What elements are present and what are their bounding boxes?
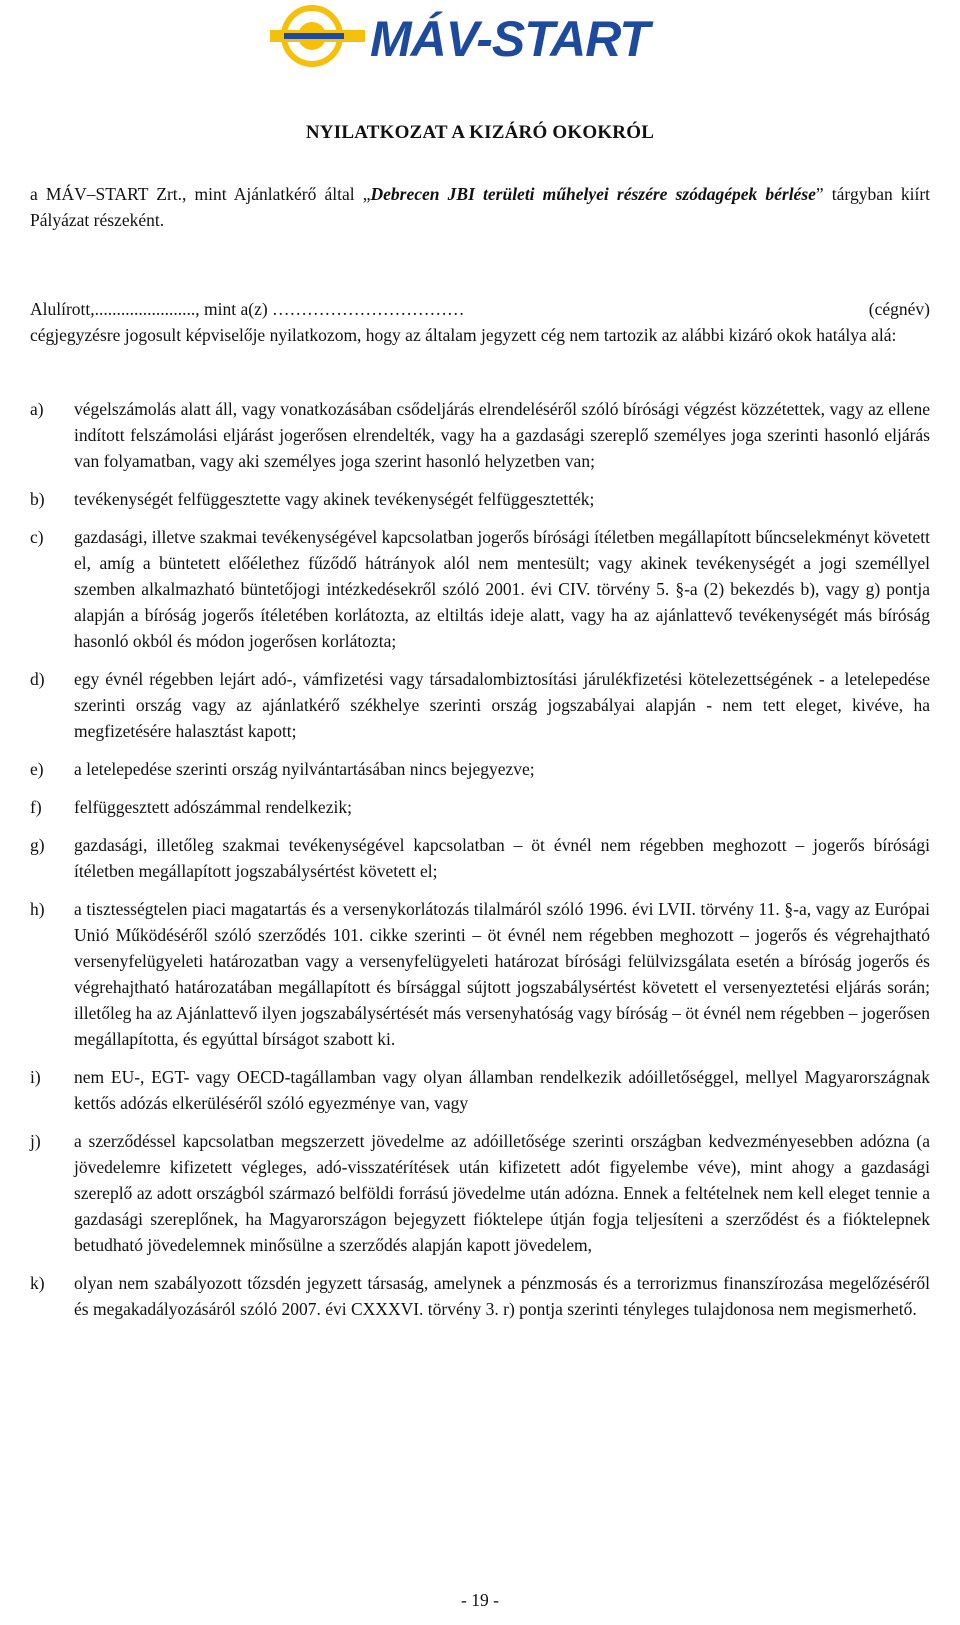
list-item-text: a szerződéssel kapcsolatban megszerzett jövedelme az adóilletősége szerinti országban kedvezményesebben adózna (a jövedelemre kifizetett végleges, adó-visszatérítések után kifizetett adót figyelembe véve), mint ahogy a gazdasági szereplő az adott országból származó belföldi forrású jövedelme után adózna. Ennek a feltételnek nem kell eleget tennie a gazdasági szereplőnek, ha Magyarországon bejegyzett fióktelepe útján fogja teljesíteni a szerződést és a fióktelepnek betudható jövedelemnek minősülne a szerződés alapján kapott jövedelem, bbox=[74, 1131, 930, 1255]
logo-wheel-emblem bbox=[270, 8, 365, 64]
list-item-e bbox=[30, 756, 930, 782]
intro-subject: Debrecen JBI területi műhelyei részére szódagépek bérlése bbox=[370, 184, 816, 204]
list-item-b bbox=[30, 486, 930, 512]
list-marker: h) bbox=[30, 899, 45, 919]
list-marker: k) bbox=[30, 1273, 45, 1293]
list-marker: i) bbox=[30, 1067, 41, 1087]
declaration-signatory-line: Alulírott,......................., mint a(z) …………………………… bbox=[30, 299, 465, 319]
list-marker: d) bbox=[30, 669, 45, 689]
list-item-g bbox=[30, 832, 930, 884]
list-item-text: olyan nem szabályozott tőzsdén jegyzett társaság, amelynek a pénzmosás és a terrorizmus finanszírozása megelőzéséről és megakadályozásáról szóló 2007. évi CXXXVI. törvény 3. r) pontja szerinti tényleges tulajdonosa nem megismerhető. bbox=[74, 1273, 930, 1319]
exclusion-list bbox=[30, 396, 930, 1334]
declaration-paragraph bbox=[30, 296, 930, 348]
mav-start-logo bbox=[270, 4, 660, 68]
list-item-text: egy évnél régebben lejárt adó-, vámfizetési vagy társadalombiztosítási járulékfizetési kötelezettségének - a letelepedése szerinti ország vagy az ajánlatkérő székhelye szerinti ország jogszabályai alapján - nem tett eleget, kivéve, ha megfizetésére halasztást kapott; bbox=[74, 669, 930, 741]
intro-paragraph bbox=[30, 181, 930, 233]
list-item-i bbox=[30, 1064, 930, 1116]
list-item-a bbox=[30, 396, 930, 474]
list-marker: c) bbox=[30, 527, 44, 547]
list-item-j bbox=[30, 1128, 930, 1258]
list-item-text: a tisztességtelen piaci magatartás és a versenykorlátozás tilalmáról szóló 1996. évi LVII. törvény 11. §-a, vagy az Európai Unió Működéséről szóló szerződés 101. cikke szerinti – öt évnél nem régebben meghozott – jogerős és végrehajtható versenyfelügyeleti határozatban vagy a versenyfelügyeleti határozat bírósági felülvizsgálata esetén a bíróság jogerős és végrehajtható határozatában megállapított és bírsággal sújtott jogszabálysértést követett el versenyeztetési eljárás során; illetőleg ha az Ajánlattevő ilyen jogszabálysértését más versenyhatóság vagy bíróság – öt évnél nem régebben – jogerősen megállapította, és egyúttal bírságot szabott ki. bbox=[74, 899, 930, 1049]
list-marker: b) bbox=[30, 489, 45, 509]
list-item-text: gazdasági, illetőleg szakmai tevékenységével kapcsolatban – öt évnél nem régebben meghozott – jogerős bírósági ítéletben megállapított jogszabálysértést követett el; bbox=[74, 835, 930, 881]
list-marker: e) bbox=[30, 759, 44, 779]
list-item-d bbox=[30, 666, 930, 744]
list-marker: j) bbox=[30, 1131, 41, 1151]
list-item-h bbox=[30, 896, 930, 1052]
declaration-text: cégjegyzésre jogosult képviselője nyilatkozom, hogy az általam jegyzett cég nem tartozik az alábbi kizáró okok hatálya alá: bbox=[30, 325, 897, 345]
list-item-c bbox=[30, 524, 930, 654]
declaration-company-label: (cégnév) bbox=[868, 299, 930, 319]
list-item-k bbox=[30, 1270, 930, 1322]
list-item-text: felfüggesztett adószámmal rendelkezik; bbox=[74, 797, 352, 817]
list-item-text: a letelepedése szerinti ország nyilvántartásában nincs bejegyezve; bbox=[74, 759, 535, 779]
list-item-text: nem EU-, EGT- vagy OECD-tagállamban vagy olyan államban rendelkezik adóilletőséggel, mellyel Magyarországnak kettős adózás elkerüléséről szóló egyezménye van, vagy bbox=[74, 1067, 930, 1113]
list-item-text: végelszámolás alatt áll, vagy vonatkozásában csődeljárás elrendeléséről szóló bírósági végzést közzétettek, vagy az ellene indított felszámolási eljárást jogerősen elrendelték, vagy ha a gazdasági szereplő személyes joga szerinti hasonló eljárás van folyamatban, vagy aki személyes joga szerint hasonló helyzetben van; bbox=[74, 399, 930, 471]
list-marker: f) bbox=[30, 797, 42, 817]
list-item-text: gazdasági, illetve szakmai tevékenységével kapcsolatban jogerős bírósági ítéletben megállapított bűncselekményt követett el, amíg a büntetett előélethez fűződő hátrányok alól nem mentesült; vagy akinek tevékenységét a jogi személlyel szemben alkalmazható büntetőjogi intézkedésekről szóló 2001. évi CIV. törvény 5. §-a (2) bekezdés b), vagy g) pontja alapján a bíróság jogerős ítéletében korlátozta, az eltiltás ideje alatt, vagy ha az ajánlattevő tevékenységét más bíróság hasonló okból és módon jogerősen korlátozta; bbox=[74, 527, 930, 651]
intro-before: a MÁV–START Zrt., mint Ajánlatkérő által „ bbox=[30, 184, 371, 204]
intro-after: ” tárgyban kiírt Pályázat részeként. bbox=[30, 184, 931, 230]
list-marker: g) bbox=[30, 835, 45, 855]
list-item-f bbox=[30, 794, 930, 820]
list-marker: a) bbox=[30, 399, 44, 419]
logo-text: MÁV-START bbox=[370, 11, 649, 67]
page-number: - 19 - bbox=[461, 1590, 499, 1610]
page-title: NYILATKOZAT A KIZÁRÓ OKOKRÓL bbox=[305, 122, 655, 143]
list-item-text: tevékenységét felfüggesztette vagy akinek tevékenységét felfüggesztették; bbox=[74, 489, 595, 509]
